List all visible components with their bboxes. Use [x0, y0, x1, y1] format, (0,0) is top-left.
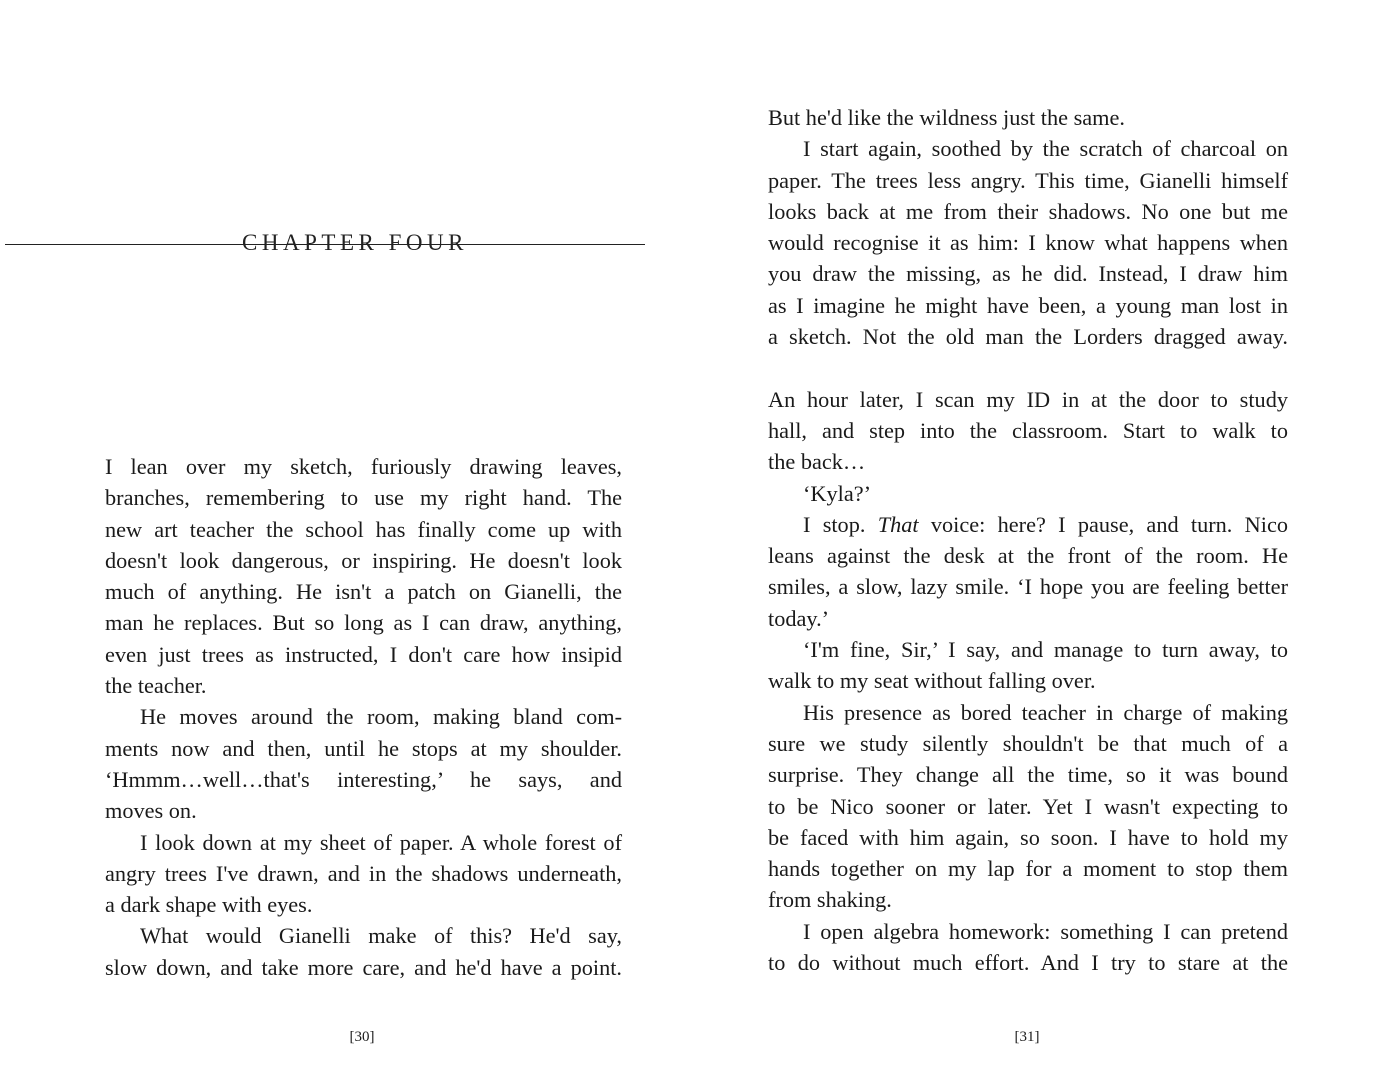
text-line: walk to my seat without falling over.	[768, 668, 1096, 694]
text-line: ‘Kyla?’	[803, 480, 872, 506]
text-line: a dark shape with eyes.	[105, 892, 313, 918]
text-line: today.’	[768, 605, 830, 631]
text-line: a sketch. Not the old man the Lorders dragged away.	[768, 324, 1288, 350]
text-segment: voice: here? I pause, and turn. Nico	[918, 511, 1288, 537]
text-line: would recognise it as him: I know what happens when	[768, 230, 1288, 256]
text-line: His presence as bored teacher in charge of making	[803, 699, 1288, 725]
text-line: hall, and step into the classroom. Start to walk to	[768, 417, 1288, 443]
text-line: slow down, and take more care, and he'd have a point.	[105, 954, 622, 980]
left-page-text	[105, 451, 622, 983]
text-line: surprise. They change all the time, so it was bound	[768, 762, 1288, 788]
text-line: He moves around the room, making bland com-	[140, 704, 622, 730]
text-line: the teacher.	[105, 673, 207, 699]
italic-word: That	[877, 511, 919, 537]
text-line: sure we study silently shouldn't be that much of a	[768, 730, 1288, 756]
text-line	[768, 509, 1288, 540]
text-line: as I imagine he might have been, a young man lost in	[768, 292, 1288, 318]
text-line: What would Gianelli make of this? He'd say,	[140, 923, 622, 949]
text-line: I lean over my sketch, furiously drawing leaves,	[105, 454, 622, 479]
text-line: leans against the desk at the front of the room. He	[768, 543, 1288, 569]
page-number-left: [30]	[349, 1029, 375, 1045]
text-line: to do without much effort. And I try to stare at the	[768, 950, 1288, 976]
text-line: branches, remembering to use my right hand. The	[105, 485, 622, 511]
text-line: looks back at me from their shadows. No one but me	[768, 198, 1288, 224]
text-line: ments now and then, until he stops at my shoulder.	[105, 735, 622, 761]
text-line: doesn't look dangerous, or inspiring. He doesn't look	[105, 547, 622, 573]
text-line: man he replaces. But so long as I can draw, anything,	[105, 610, 622, 636]
text-line: much of anything. He isn't a patch on Gianelli, the	[105, 579, 622, 605]
text-line: An hour later, I scan my ID in at the door to study	[768, 386, 1288, 412]
text-line: ‘I'm fine, Sir,’ I say, and manage to turn away, to	[803, 637, 1288, 663]
text-line: angry trees I've drawn, and in the shadows underneath,	[105, 860, 622, 886]
text-line: be faced with him again, so soon. I have to hold my	[768, 824, 1288, 850]
right-page	[696, 0, 1392, 1080]
text-line: you draw the missing, as he did. Instead, I draw him	[768, 261, 1288, 287]
text-line: I open algebra homework: something I can pretend	[803, 918, 1288, 944]
text-line: from shaking.	[768, 887, 892, 913]
text-line: moves on.	[105, 798, 197, 824]
text-segment: I stop.	[803, 511, 878, 537]
blank-line	[768, 352, 1288, 383]
text-line: the back…	[768, 449, 866, 475]
text-line: new art teacher the school has finally come up with	[105, 516, 622, 542]
text-line: even just trees as instructed, I don't care how insipid	[105, 641, 622, 667]
page-number-right: [31]	[1014, 1029, 1040, 1045]
right-page-text	[768, 102, 1288, 978]
text-line: hands together on my lap for a moment to stop them	[768, 856, 1288, 882]
chapter-title: CHAPTER FOUR	[242, 230, 468, 255]
text-line: to be Nico sooner or later. Yet I wasn't expecting to	[768, 793, 1288, 819]
text-line: I start again, soothed by the scratch of charcoal on	[803, 136, 1288, 162]
text-line: smiles, a slow, lazy smile. ‘I hope you are feeling better	[768, 574, 1288, 600]
text-line: I look down at my sheet of paper. A whole forest of	[140, 829, 622, 855]
text-line: ‘Hmmm…well…that's interesting,’ he says, and	[105, 766, 622, 792]
text-line: But he'd like the wildness just the same.	[768, 105, 1126, 130]
text-line: paper. The trees less angry. This time, Gianelli himself	[768, 167, 1288, 193]
